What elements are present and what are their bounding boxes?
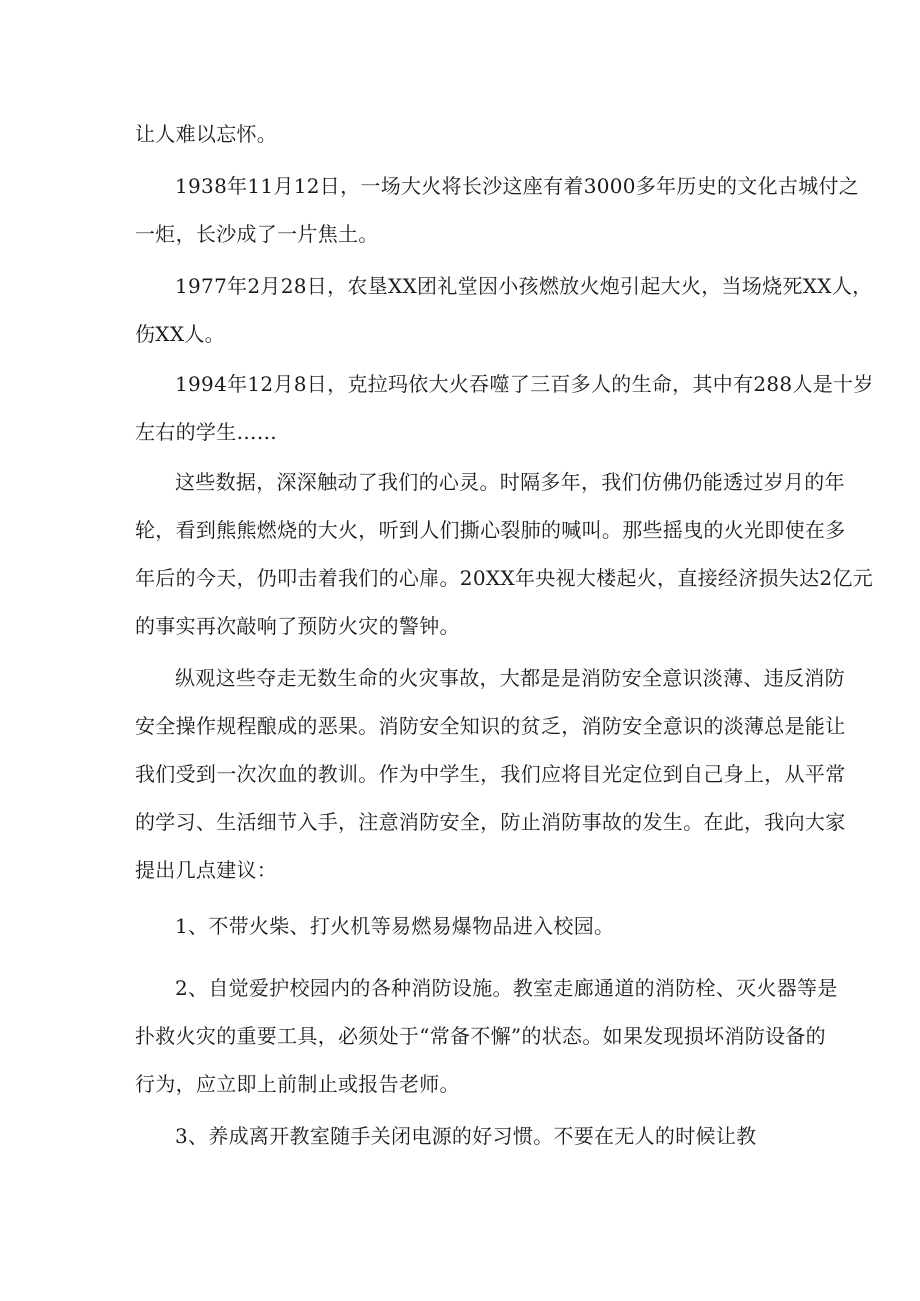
text-line: 行为，应立即上前制止或报告老师。 bbox=[135, 1072, 460, 1096]
text-line: 伤XX人。 bbox=[135, 322, 225, 346]
text-line: 提出几点建议： bbox=[135, 858, 278, 882]
text-line: 我们受到一次次血的教训。作为中学生，我们应将目光定位到自己身上，从平常 bbox=[135, 762, 846, 786]
text-line: 扑救火灾的重要工具，必须处于“常备不懈”的状态。如果发现损坏消防设备的 bbox=[135, 1024, 826, 1048]
text-line: 1938年11月12日，一场大火将长沙这座有着3000多年历史的文化古城付之 bbox=[175, 174, 860, 198]
text-line: 的事实再次敲响了预防火灾的警钟。 bbox=[135, 614, 460, 638]
text-line: 年后的今天，仍叩击着我们的心扉。20XX年央视大楼起火，直接经济损失达2亿元 bbox=[135, 566, 874, 590]
text-line: 让人难以忘怀。 bbox=[135, 122, 278, 146]
text-line: 一炬，长沙成了一片焦土。 bbox=[135, 222, 379, 246]
text-line: 安全操作规程酿成的恶果。消防安全知识的贫乏，消防安全意识的淡薄总是能让 bbox=[135, 714, 846, 738]
list-item-3: 3、养成离开教室随手关闭电源的好习惯。不要在无人的时候让教 bbox=[175, 1124, 757, 1148]
text-line: 这些数据，深深触动了我们的心灵。时隔多年，我们仿佛仍能透过岁月的年 bbox=[175, 470, 845, 494]
text-line: 1994年12月8日，克拉玛依大火吞噬了三百多人的生命，其中有288人是十岁 bbox=[175, 372, 874, 396]
list-item-1: 1、不带火柴、打火机等易燃易爆物品进入校园。 bbox=[175, 914, 615, 938]
text-line: 纵观这些夺走无数生命的火灾事故，大都是是消防安全意识淡薄、违反消防 bbox=[175, 666, 845, 690]
text-line: 轮，看到熊熊燃烧的大火，听到人们撕心裂肺的喊叫。那些摇曳的火光即使在多 bbox=[135, 518, 846, 542]
text-line: 1977年2月28日，农垦XX团礼堂因小孩燃放火炮引起大火，当场烧死XX人， bbox=[175, 274, 873, 298]
text-line: 的学习、生活细节入手，注意消防安全，防止消防事故的发生。在此，我向大家 bbox=[135, 810, 846, 834]
list-item-2: 2、自觉爱护校园内的各种消防设施。教室走廊通道的消防栓、灭火器等是 bbox=[175, 976, 838, 1000]
text-line: 左右的学生…… bbox=[135, 420, 278, 444]
